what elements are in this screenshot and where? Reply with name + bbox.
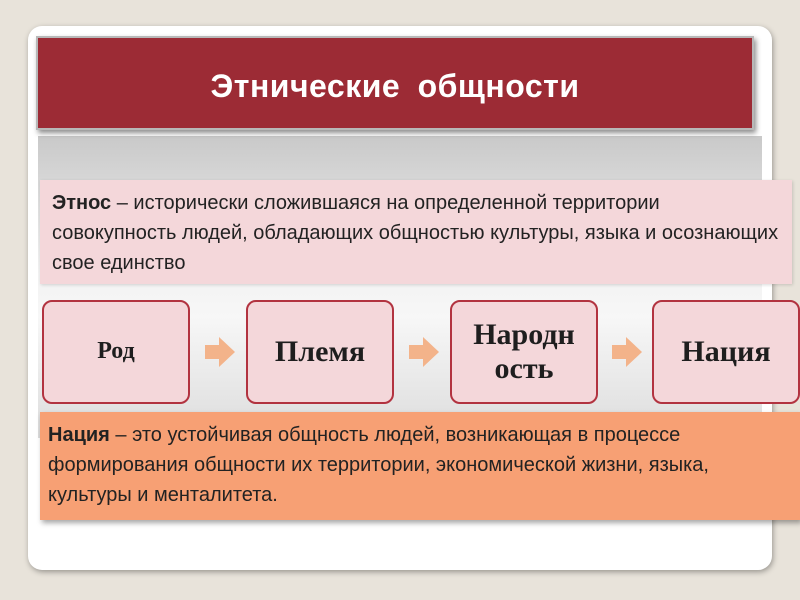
ethnos-term: Этнос: [52, 192, 112, 214]
stage-label-natsiya: Нация: [681, 334, 771, 368]
nation-definition: [40, 412, 800, 520]
ethnos-definition: [40, 180, 792, 284]
stage-box-rod: [42, 300, 190, 404]
ethnos-text: – исторически сложившаяся на определенной территории совокупность людей, обладающих общностью культуры, языка и осознающих свое единство: [52, 192, 779, 274]
stage-label-plemya: Племя: [274, 334, 366, 368]
stage-label-rod: Род: [97, 338, 135, 365]
nation-term: Нация: [48, 424, 110, 446]
stage-label-narodnost: Народн ость: [473, 317, 575, 385]
nation-text: – это устойчивая общность людей, возникающая в процессе формирования общности их территории, экономической жизни, языка, культуры и менталитета.: [48, 424, 709, 506]
slide-title: Этнические общности: [210, 67, 580, 104]
stage-box-natsiya: [652, 300, 800, 404]
stage-box-plemya: [246, 300, 394, 404]
title-banner: [36, 36, 754, 130]
stage-box-narodnost: [450, 300, 598, 404]
